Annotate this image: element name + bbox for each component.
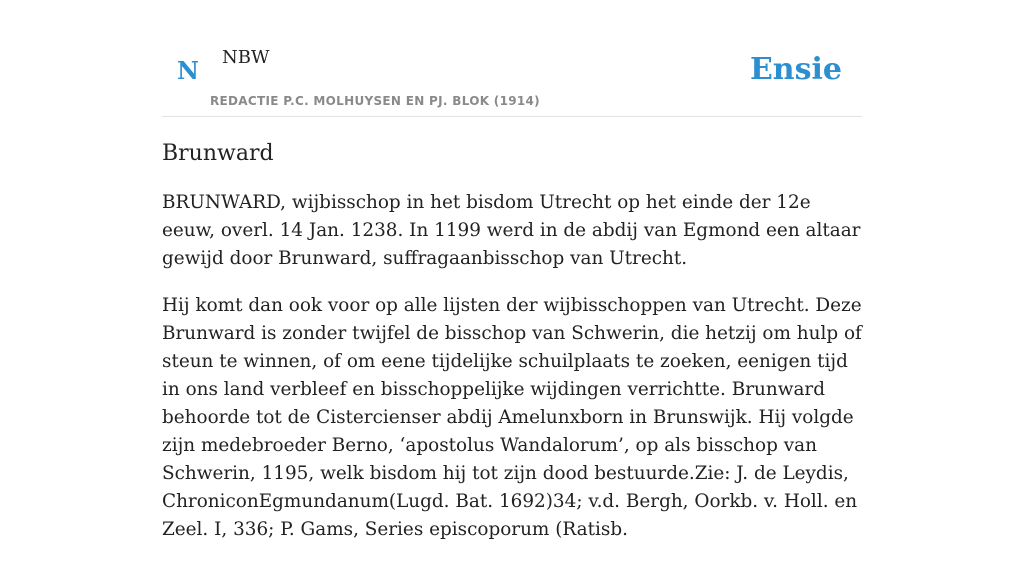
article-paragraph-1: BRUNWARD, wijbisschop in het bisdom Utrecht op het einde der 12e eeuw, overl. 14 Jan. 1238. In 1199 werd in de abdij van Egmond een altaar gewijd door Brunward, suffragaanbisschop van Utrecht. (162, 192, 861, 269)
source-logo-icon[interactable]: N (177, 56, 199, 85)
article-paragraph-2: Hij komt dan ook voor op alle lijsten der wijbisschoppen van Utrecht. Deze Brunward is zonder twijfel de bisschop van Schwerin, die hetzij om hulp of steun te winnen, of om eene tijdelijke schuilplaats te zoeken, eenigen tijd in ons land verbleef en bisschoppelijke wijdingen verrichtte. Brunward behoorde tot de Cistercienser abdij Amelunxborn in Brunswijk. Hij volgde zijn medebroeder Berno, ‘apostolus Wandalorum’, op als bisschop van Schwerin, 1195, welk bisdom hij tot zijn dood bestuurde.Zie: J. de Leydis, ChroniconEgmundanum(Lugd. Bat. 1692)34; v.d. Bergh, Oorkb. v. Holl. en Zeel. I, 336; P. Gams, Series episcoporum (Ratisb. (162, 295, 862, 540)
ensie-logo-link[interactable]: Ensie (749, 52, 842, 87)
header (162, 0, 862, 117)
article-body (162, 138, 862, 563)
source-subtitle: REDACTIE P.C. MOLHUYSEN EN PJ. BLOK (1914) (210, 94, 540, 108)
source-name-link[interactable]: NBW (222, 47, 270, 68)
article-title: Brunward (162, 141, 274, 166)
